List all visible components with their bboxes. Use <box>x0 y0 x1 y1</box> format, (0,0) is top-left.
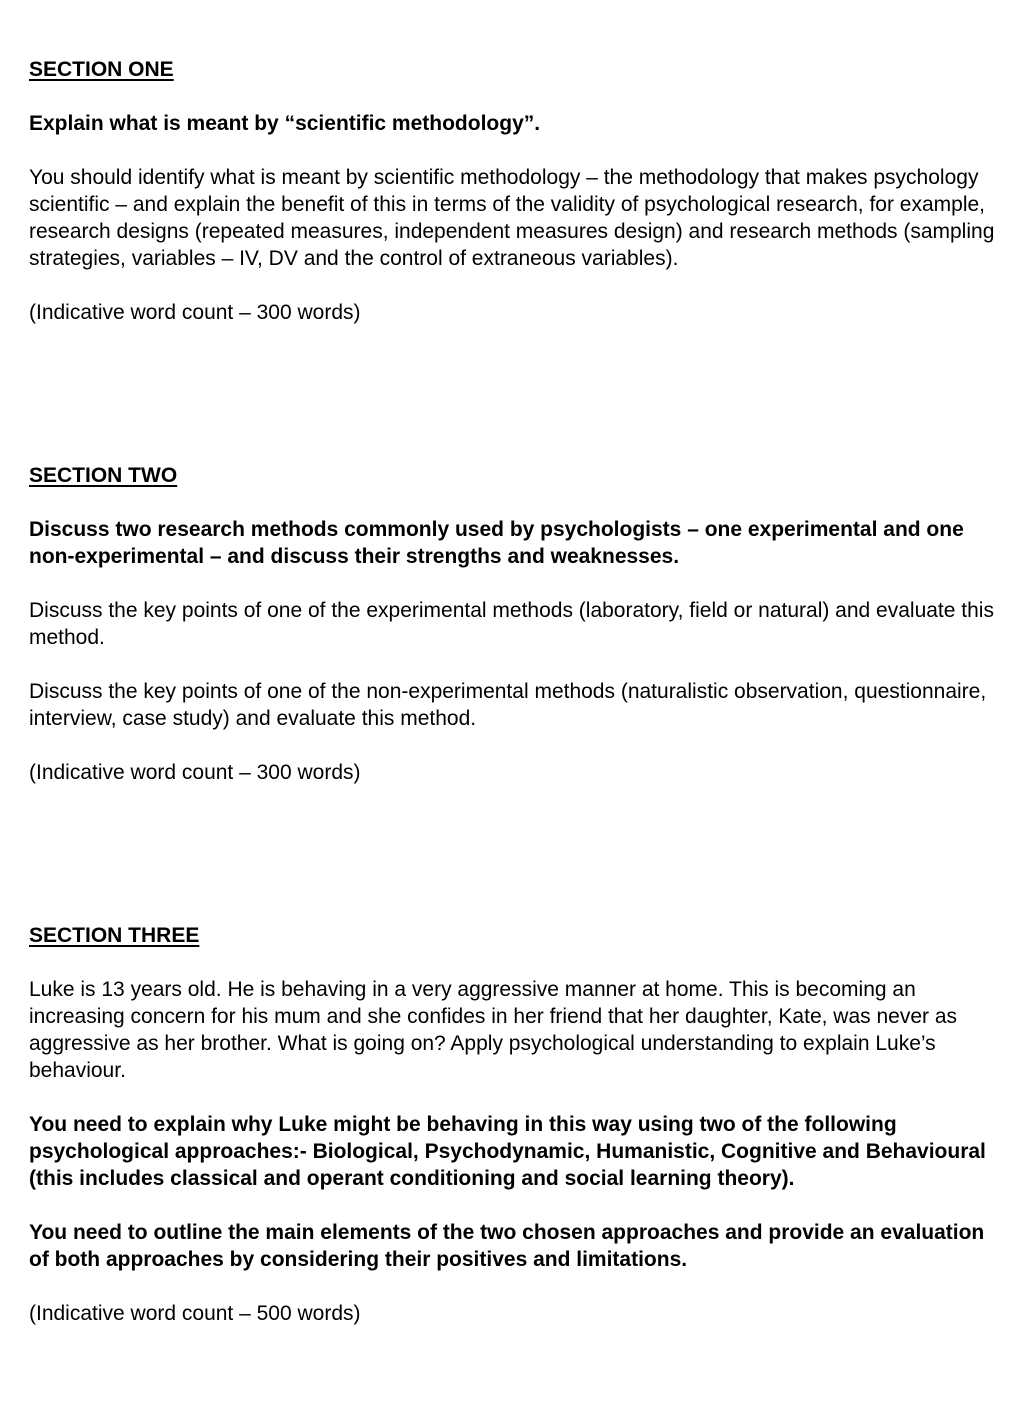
section-one-heading: SECTION ONE <box>29 58 174 81</box>
section-one <box>29 56 1004 326</box>
section-two-experimental-guidance: Discuss the key points of one of the experimental methods (laboratory, field or natural) and evaluate this method. <box>29 599 994 649</box>
section-spacer <box>29 786 1004 922</box>
section-three <box>29 922 1004 1327</box>
section-three-instruction-approaches: You need to explain why Luke might be behaving in this way using two of the following psychological approaches:- Biological, Psychodynamic, Humanistic, Cognitive and Behavioural (this includes classical and operant conditioning and social learning theory). <box>29 1113 986 1190</box>
section-three-heading: SECTION THREE <box>29 924 200 947</box>
section-three-instruction-evaluation: You need to outline the main elements of the two chosen approaches and provide an evaluation of both approaches by considering their positives and limitations. <box>29 1221 985 1271</box>
section-spacer <box>29 326 1004 462</box>
section-three-word-count: (Indicative word count – 500 words) <box>29 1302 361 1325</box>
section-two-non-experimental-guidance: Discuss the key points of one of the non-experimental methods (naturalistic observation, questionnaire, interview, case study) and evaluate this method. <box>29 680 987 730</box>
section-three-scenario: Luke is 13 years old. He is behaving in a very aggressive manner at home. This is becoming an increasing concern for his mum and she confides in her friend that her daughter, Kate, was never as aggressive as her brother. What is going on? Apply psychological understanding to explain Luke’s behaviour. <box>29 978 958 1082</box>
section-one-question: Explain what is meant by “scientific methodology”. <box>29 112 541 135</box>
section-two-question: Discuss two research methods commonly used by psychologists – one experimental and one non-experimental – and discuss their strengths and weaknesses. <box>29 518 964 568</box>
document-page <box>29 56 1004 1327</box>
section-one-guidance: You should identify what is meant by scientific methodology – the methodology that makes psychology scientific – and explain the benefit of this in terms of the validity of psychological research, for example, research designs (repeated measures, independent measures design) and research methods (sampling strategies, variables – IV, DV and the control of extraneous variables). <box>29 166 995 270</box>
section-two-word-count: (Indicative word count – 300 words) <box>29 761 361 784</box>
section-one-word-count: (Indicative word count – 300 words) <box>29 301 361 324</box>
section-two <box>29 462 1004 786</box>
section-two-heading: SECTION TWO <box>29 464 178 487</box>
